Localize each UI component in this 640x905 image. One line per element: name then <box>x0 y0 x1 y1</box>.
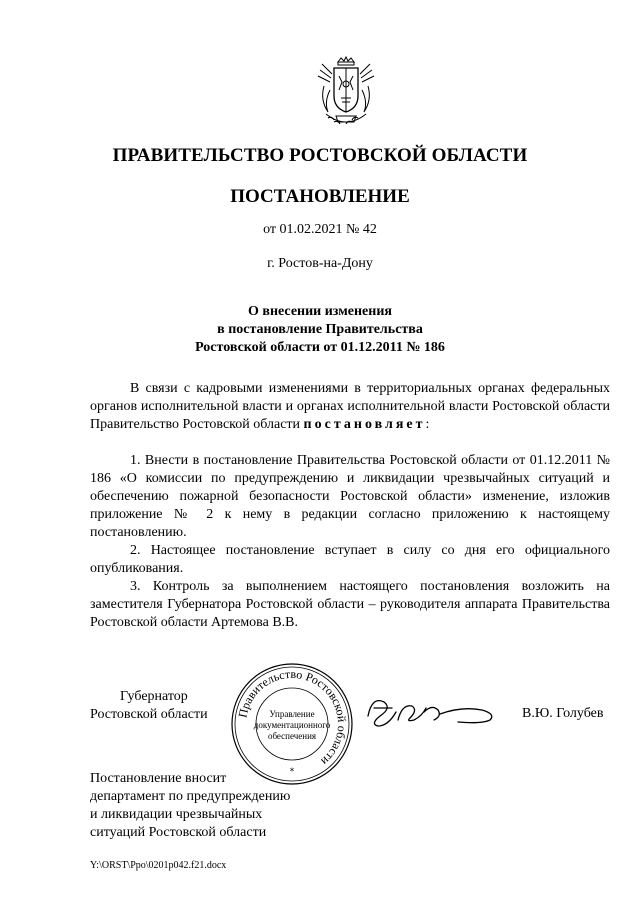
document-body <box>90 380 610 632</box>
introduced-by-block <box>90 770 290 842</box>
signatory-name: В.Ю. Голубев <box>522 706 604 721</box>
decree-colon: : <box>425 417 430 432</box>
date-number: от 01.02.2021 № 42 <box>263 222 377 237</box>
handwritten-signature <box>362 686 502 736</box>
document-type: ПОСТАНОВЛЕНИЕ <box>230 186 410 207</box>
government-title: ПРАВИТЕЛЬСТВО РОСТОВСКОЙ ОБЛАСТИ <box>112 145 528 166</box>
subject-line: О внесении изменения <box>248 304 392 319</box>
seal-center-line: документационного <box>253 720 331 730</box>
coat-of-arms-emblem <box>314 56 378 132</box>
official-seal <box>228 660 356 788</box>
item-paragraph-2: 2. Настоящее постановление вступает в силу со дня его официального опубликования. <box>90 543 610 576</box>
item-paragraph-3: 3. Контроль за выполнением настоящего постановления возложить на заместителя Губернатора Ростовской области – руководителя аппарата Правительства Ростовской области Артемова В.В. <box>90 579 610 630</box>
preamble-text: В связи с кадровыми изменениями в территориальных органах федеральных органов исполнительной власти и органах исполнительной власти Ростовской области Правительство Ростовской области <box>90 381 610 432</box>
file-path-reference: Y:\ORST\Ppo\0201p042.f21.docx <box>90 860 227 871</box>
seal-star-icon: * <box>289 767 295 777</box>
preamble-paragraph <box>90 380 610 434</box>
seal-center-line: обеспечения <box>267 731 317 741</box>
item-paragraph-1: 1. Внести в постановление Правительства Ростовской области от 01.12.2011 № 186 «О комиссии по предупреждению и ликвидации чрезвычайных ситуаций и обеспечению пожарной безопасности Ростовской области» изменение, изложив приложение № 2 к нему в редакции согласно приложению к настоящему постановлению. <box>90 453 610 540</box>
document-subject <box>0 303 640 357</box>
subject-line: в постановление Правительства <box>217 322 423 337</box>
signatory-region: Ростовской области <box>90 707 208 722</box>
city: г. Ростов-на-Дону <box>267 256 373 271</box>
signatory-position: Губернатор <box>120 689 188 704</box>
introduced-line: департамент по предупреждению <box>90 789 291 804</box>
introduced-line: ситуаций Ростовской области <box>90 825 267 840</box>
signatory-title <box>90 688 208 724</box>
introduced-line: Постановление вносит <box>90 771 227 786</box>
decree-word: постановляет <box>303 417 426 432</box>
introduced-line: и ликвидации чрезвычайных <box>90 807 263 822</box>
seal-ring-text: Правительство Ростовской области <box>235 666 350 769</box>
subject-line: Ростовской области от 01.12.2011 № 186 <box>195 340 445 355</box>
seal-center-line: Управление <box>269 709 315 719</box>
